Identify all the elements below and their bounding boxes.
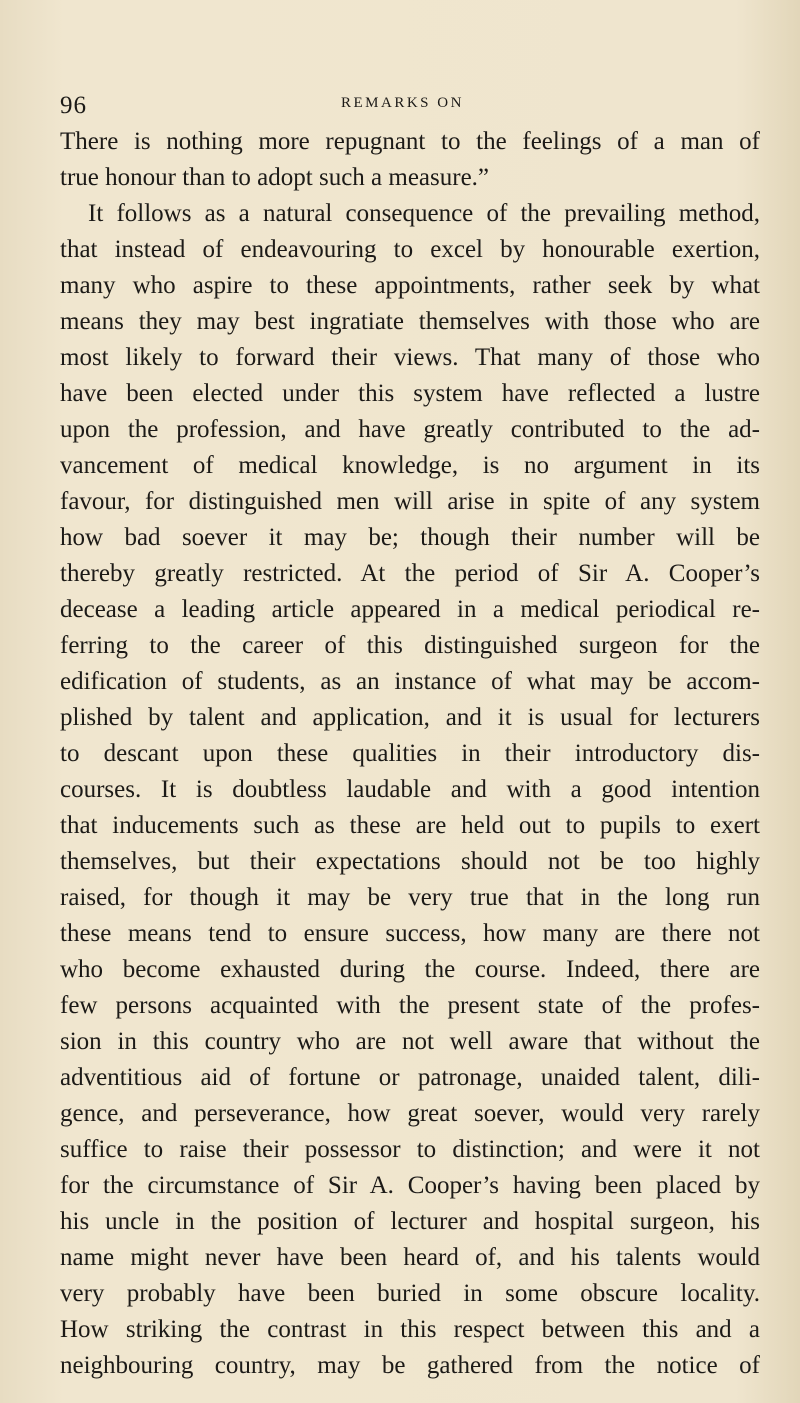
running-head: REMARKS ON [341,95,464,111]
text-line: his uncle in the position of lecturer and hospital surgeon, his [60,1208,760,1235]
text-line: ferring to the career of this distinguished surgeon for the [60,632,760,659]
text-line: neighbouring country, may be gathered from the notice of [60,1352,760,1379]
text-line: thereby greatly restricted. At the period of Sir A. Cooper’s [60,560,760,587]
text-line: to descant upon these qualities in their introductory dis- [60,740,760,767]
text-line: themselves, but their expectations should not be too highly [60,848,760,875]
text-line: raised, for though it may be very true that in the long run [60,884,760,911]
text-line: vancement of medical knowledge, is no argument in its [60,452,760,479]
text-line: who become exhausted during the course. Indeed, there are [60,956,760,983]
text-line: gence, and perseverance, how great soever, would very rarely [60,1100,760,1127]
text-line: true honour than to adopt such a measure.” [60,164,490,191]
text-line: that inducements such as these are held out to pupils to exert [60,812,760,839]
text-line: name might never have been heard of, and his talents would [60,1244,760,1271]
text-line: decease a leading article appeared in a medical periodical re- [60,596,760,623]
text-line: upon the profession, and have greatly contributed to the ad- [60,416,760,443]
text-line: few persons acquainted with the present state of the profes- [60,992,760,1019]
text-line: have been elected under this system have reflected a lustre [60,380,760,407]
text-line: How striking the contrast in this respect between this and a [60,1316,760,1343]
text-line: edification of students, as an instance of what may be accom- [60,668,760,695]
page-number: 96 [60,92,87,119]
text-line: means they may best ingratiate themselves with those who are [60,308,760,335]
text-line: these means tend to ensure success, how many are there not [60,920,760,947]
text-line: plished by talent and application, and it is usual for lecturers [60,704,760,731]
text-line: courses. It is doubtless laudable and with a good intention [60,776,760,803]
text-line: It follows as a natural consequence of the prevailing method, [88,200,760,227]
text-line: favour, for distinguished men will arise in spite of any system [60,488,760,515]
text-line: how bad soever it may be; though their number will be [60,524,760,551]
text-line: for the circumstance of Sir A. Cooper’s having been placed by [60,1172,760,1199]
text-line: There is nothing more repugnant to the feelings of a man of [60,128,760,155]
text-line: very probably have been buried in some obscure locality. [60,1280,760,1307]
text-line: adventitious aid of fortune or patronage, unaided talent, dili- [60,1064,760,1091]
text-line: most likely to forward their views. That many of those who [60,344,760,371]
text-line: sion in this country who are not well aware that without the [60,1028,760,1055]
text-line: that instead of endeavouring to excel by honourable exertion, [60,236,760,263]
text-line: suffice to raise their possessor to distinction; and were it not [60,1136,760,1163]
text-line: many who aspire to these appointments, rather seek by what [60,272,760,299]
